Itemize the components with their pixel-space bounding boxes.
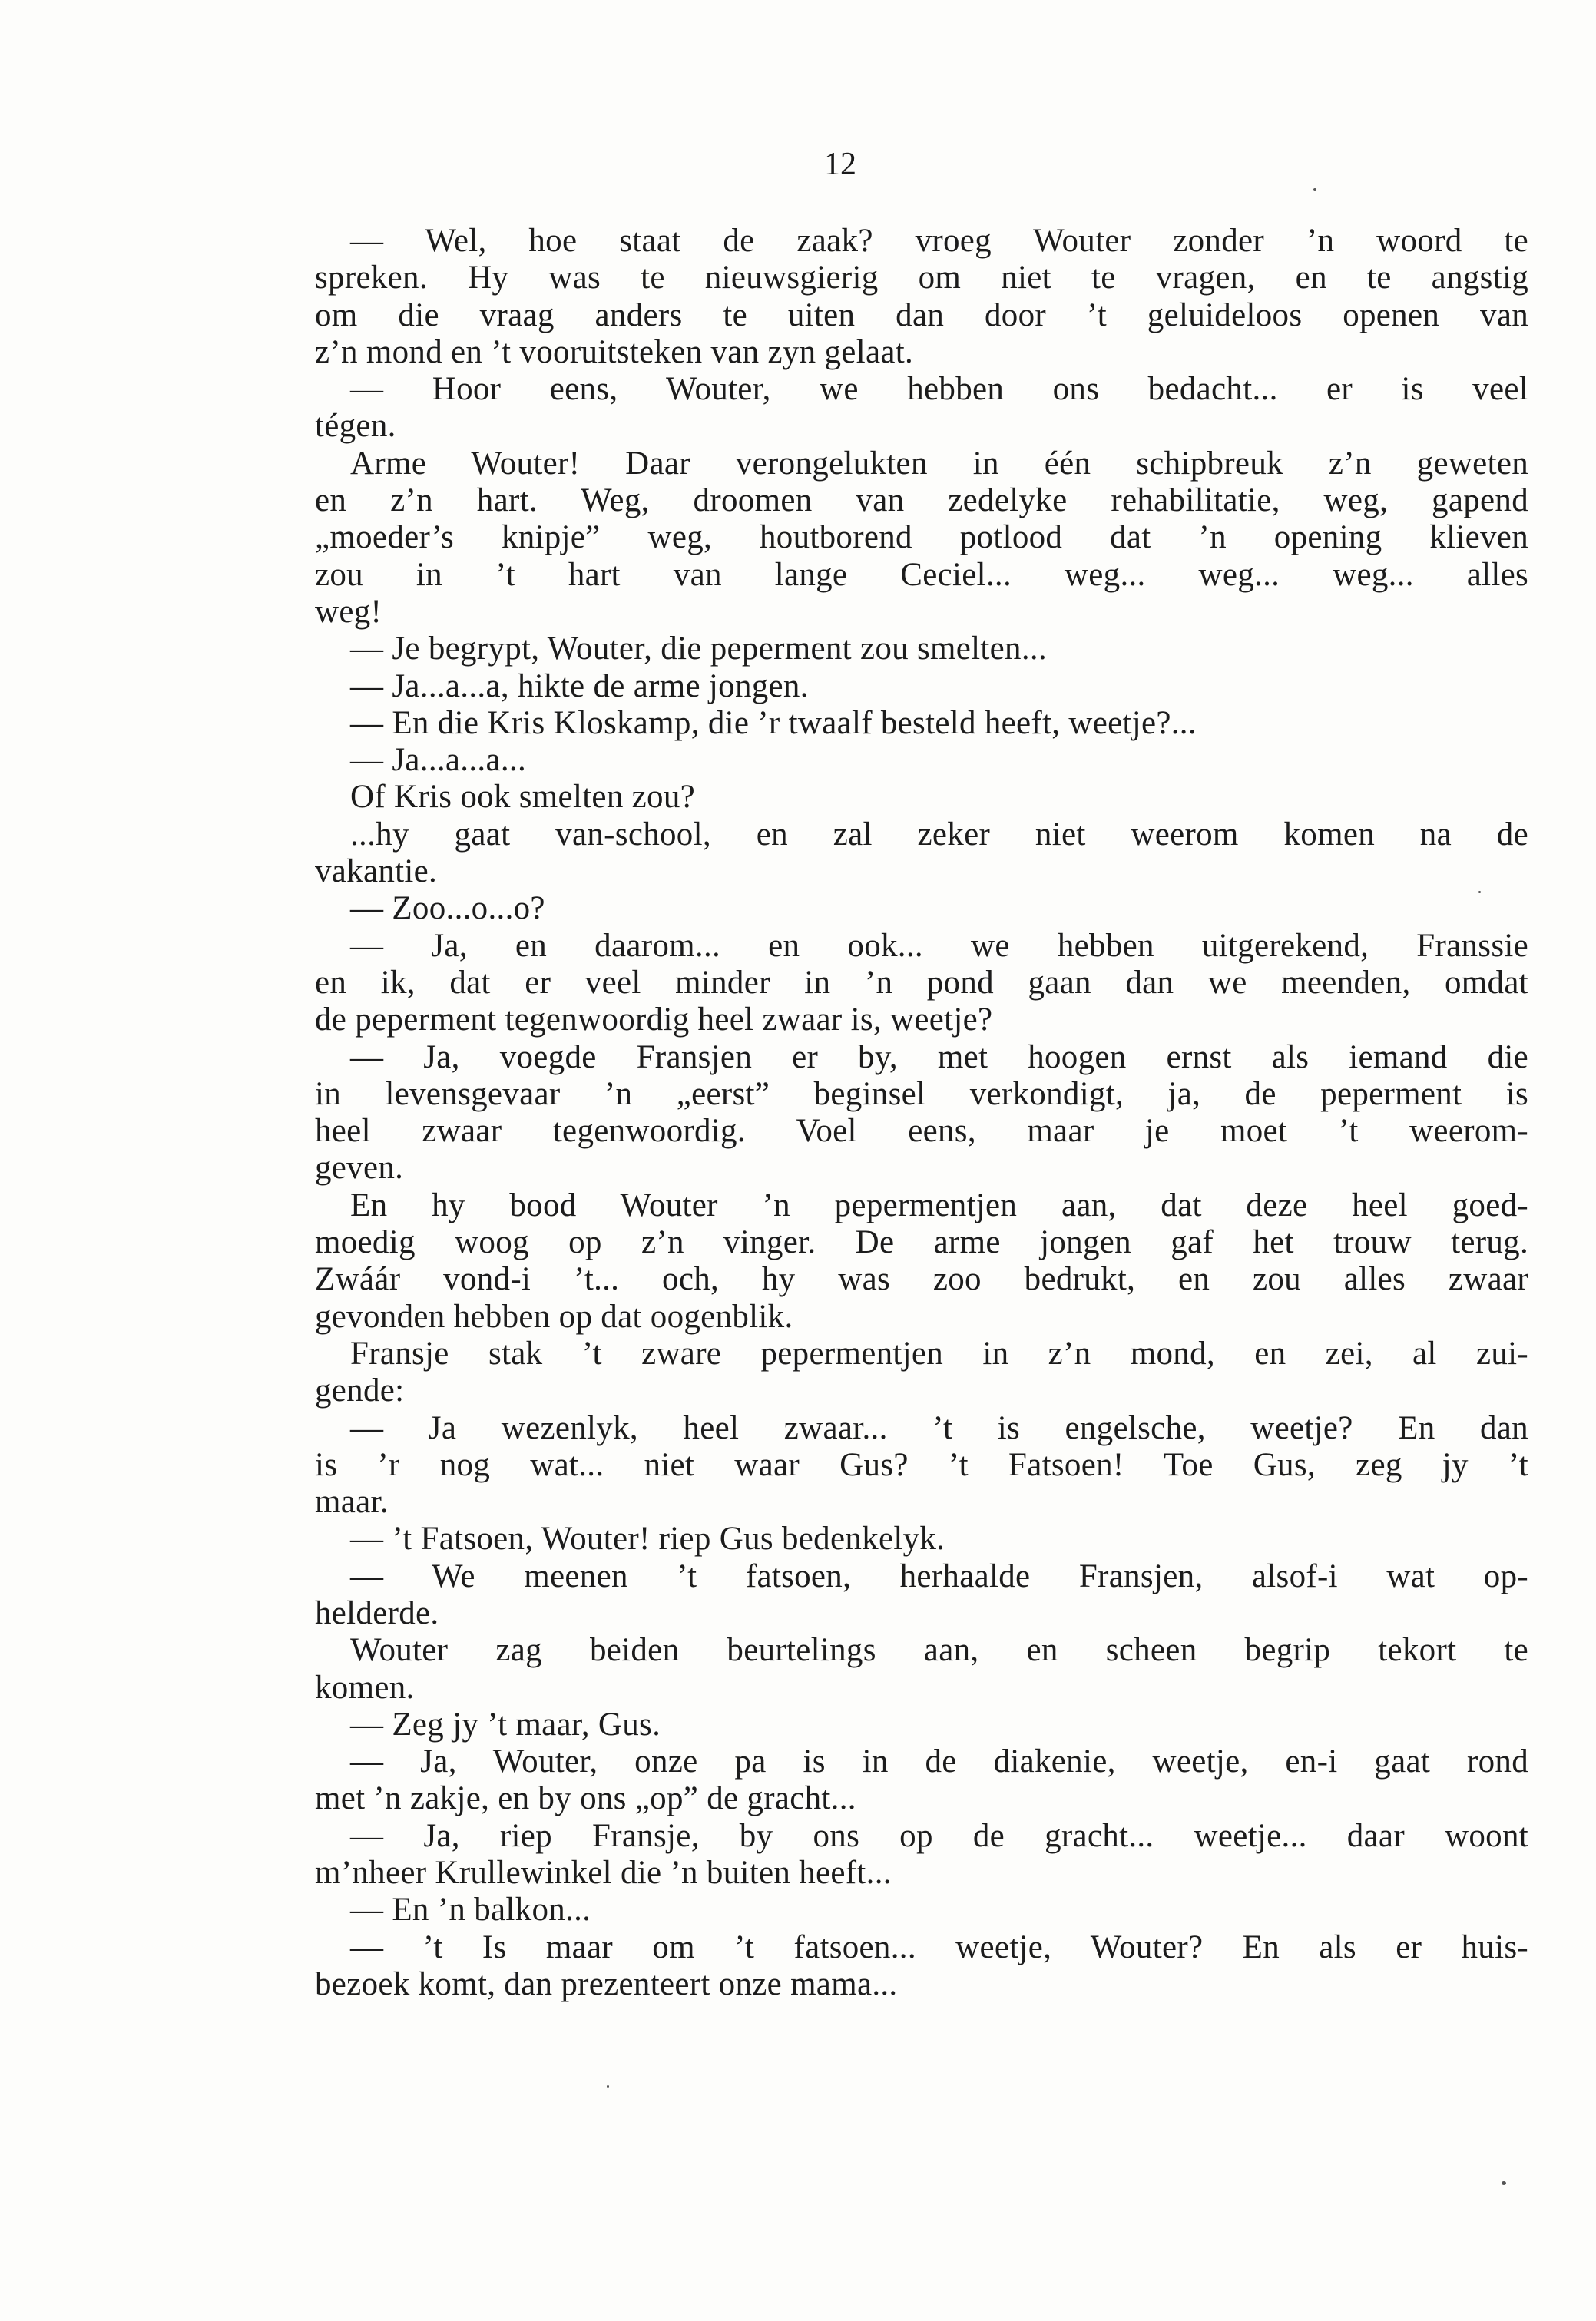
text-line: m’nheer Krullewinkel die ’n buiten heeft... <box>315 1855 892 1892</box>
text-line: — Ja, Wouter, onze pa is in de diakenie, weetje, en-i gaat rond <box>350 1743 1528 1780</box>
page-number: 12 <box>824 147 856 182</box>
text-line: helderde. <box>315 1594 439 1631</box>
text-line: — Ja...a...a, hikte de arme jongen. <box>350 667 809 704</box>
text-line: — We meenen ’t fatsoen, herhaalde Fransjen, alsof-i wat op- <box>350 1558 1528 1594</box>
text-line: — Wel, hoe staat de zaak? vroeg Wouter zonder ’n woord te <box>350 223 1528 259</box>
text-line: spreken. Hy was te nieuwsgierig om niet te vragen, en te angstig <box>315 260 1528 296</box>
text-line: — Hoor eens, Wouter, we hebben ons bedacht... er is veel <box>350 371 1528 408</box>
text-line: — Je begrypt, Wouter, die peperment zou smelten... <box>350 631 1047 667</box>
text-line: weg! <box>315 593 382 630</box>
text-line: z’n mond en ’t vooruitsteken van zyn gelaat. <box>315 333 914 370</box>
text-line: moedig woog op z’n vinger. De arme jongen gaf het trouw terug. <box>315 1224 1528 1261</box>
text-line: — Ja, riep Fransje, by ons op de gracht... weetje... daar woont <box>350 1817 1528 1854</box>
text-line: — Ja, en daarom... en ook... we hebben uitgerekend, Franssie <box>350 927 1528 964</box>
text-line: maar. <box>315 1484 389 1521</box>
scan-speck <box>607 2085 609 2088</box>
text-line: En hy bood Wouter ’n pepermentjen aan, dat deze heel goed- <box>350 1187 1528 1223</box>
text-line: — ’t Is maar om ’t fatsoen... weetje, Wouter? En als er huis- <box>350 1929 1528 1965</box>
text-line: heel zwaar tegenwoordig. Voel eens, maar je moet ’t weerom- <box>315 1113 1528 1150</box>
text-line: in levensgevaar ’n „eerst” beginsel verkondigt, ja, de peperment is <box>315 1075 1528 1112</box>
scan-speck <box>1478 891 1481 893</box>
body-text <box>315 223 1528 2003</box>
text-line: — Ja wezenlyk, heel zwaar... ’t is engelsche, weetje? En dan <box>350 1409 1528 1446</box>
text-line: — Zoo...o...o? <box>350 890 545 927</box>
text-line: — Ja, voegde Fransjen er by, met hoogen ernst als iemand die <box>350 1038 1528 1075</box>
text-line: Of Kris ook smelten zou? <box>350 779 696 816</box>
text-line: — Ja...a...a... <box>350 742 526 779</box>
text-line: gevonden hebben op dat oogenblik. <box>315 1298 793 1335</box>
scan-speck <box>1502 2181 1506 2185</box>
text-line: en z’n hart. Weg, droomen van zedelyke rehabilitatie, weg, gapend <box>315 482 1528 519</box>
text-line: „moeder’s knipje” weg, houtborend potlood dat ’n opening klieven <box>315 519 1528 556</box>
text-line: om die vraag anders te uiten dan door ’t geluideloos openen van <box>315 296 1528 333</box>
text-line: — En die Kris Kloskamp, die ’r twaalf besteld heeft, weetje?... <box>350 704 1197 741</box>
text-line: — ’t Fatsoen, Wouter! riep Gus bedenkelyk. <box>350 1521 945 1558</box>
text-line: de peperment tegenwoordig heel zwaar is, weetje? <box>315 1002 993 1038</box>
text-line: tégen. <box>315 408 396 445</box>
text-line: gende: <box>315 1372 405 1409</box>
text-line: Fransje stak ’t zware pepermentjen in z’n mond, en zei, al zui- <box>350 1335 1528 1372</box>
text-line: Arme Wouter! Daar verongelukten in één schipbreuk z’n geweten <box>350 445 1528 482</box>
text-line: ...hy gaat van-school, en zal zeker niet weerom komen na de <box>350 816 1528 853</box>
scan-speck <box>1313 188 1316 191</box>
text-line: bezoek komt, dan prezenteert onze mama... <box>315 1965 898 2002</box>
text-line: Wouter zag beiden beurtelings aan, en scheen begrip tekort te <box>350 1632 1528 1669</box>
text-line: geven. <box>315 1150 404 1187</box>
text-line: Zwáár vond-i ’t... och, hy was zoo bedrukt, en zou alles zwaar <box>315 1261 1528 1298</box>
text-line: — Zeg jy ’t maar, Gus. <box>350 1706 661 1743</box>
text-line: is ’r nog wat... niet waar Gus? ’t Fatsoen! Toe Gus, zeg jy ’t <box>315 1446 1528 1483</box>
text-line: — En ’n balkon... <box>350 1892 591 1929</box>
text-line: en ik, dat er veel minder in ’n pond gaan dan we meenden, omdat <box>315 964 1528 1001</box>
text-line: komen. <box>315 1669 415 1706</box>
text-line: vakantie. <box>315 853 438 890</box>
text-line: met ’n zakje, en by ons „op” de gracht... <box>315 1780 856 1817</box>
text-line: zou in ’t hart van lange Ceciel... weg... weg... weg... alles <box>315 556 1528 593</box>
